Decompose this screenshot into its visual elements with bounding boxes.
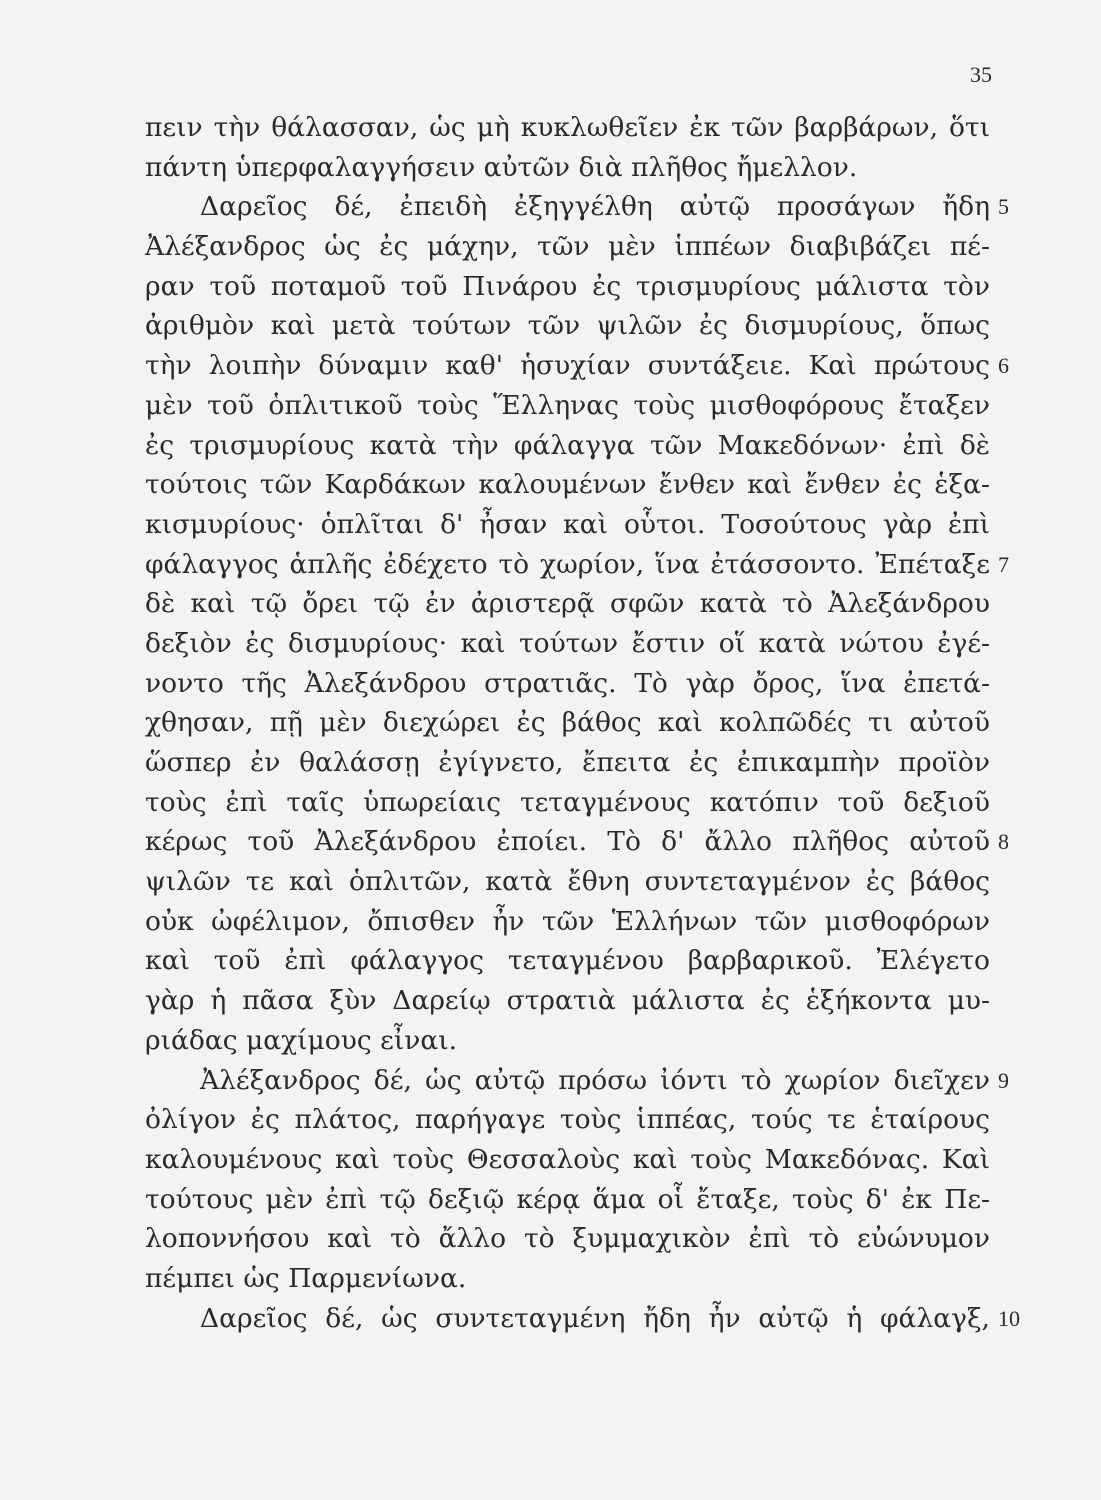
line-text: ὀλίγον ἐς πλάτος, παρήγαγε τοὺς ἱππέας, τούς τε ἑταίρους (145, 1104, 990, 1136)
text-line (145, 1140, 990, 1180)
text-line (145, 941, 990, 981)
line-text: ριάδας μαχίμους εἶναι. (145, 1024, 458, 1056)
text-line (145, 1100, 990, 1140)
line-text: Ἀλέξανδρος δέ, ὡς αὐτῷ πρόσω ἰόντι τὸ χωρίον διεῖχεν (200, 1064, 990, 1096)
line-text: γὰρ ἡ πᾶσα ξὺν Δαρείῳ στρατιὰ μάλιστα ἐς ἑξήκοντα μυ- (145, 985, 990, 1017)
line-text: πάντη ὑπερφαλαγγήσειν αὐτῶν διὰ πλῆθος ἤμελλον. (145, 151, 858, 183)
line-text: καλουμένους καὶ τοὺς Θεσσαλοὺς καὶ τοὺς Μακεδόνας. Καὶ (145, 1143, 990, 1175)
text-line (145, 624, 990, 664)
body-text (145, 108, 1020, 1338)
line-text: μὲν τοῦ ὁπλιτικοῦ τοὺς Ἕλληνας τοὺς μισθοφόρους ἔταξεν (145, 389, 990, 421)
text-line (145, 1180, 990, 1220)
line-text: φάλαγγος ἁπλῆς ἐδέχετο τὸ χωρίον, ἵνα ἐτάσσοντο. Ἐπέταξε (145, 548, 990, 580)
text-line (145, 545, 1009, 585)
text-line (145, 108, 990, 148)
line-text: ἐς τρισμυρίους κατὰ τὴν φάλαγγα τῶν Μακεδόνων· ἐπὶ δὲ (145, 429, 990, 461)
text-line (145, 465, 990, 505)
text-line (145, 743, 990, 783)
line-text: ὥσπερ ἐν θαλάσσῃ ἐγίγνετο, ἔπειτα ἐς ἐπικαμπὴν προϊὸν (145, 747, 990, 778)
section-number: 10 (998, 1305, 1020, 1331)
line-text: τούτους μὲν ἐπὶ τῷ δεξιῷ κέρᾳ ἅμα οἷ ἔταξε, τοὺς δ' ἐκ Πε- (145, 1183, 990, 1215)
text-line (145, 267, 990, 307)
line-text: Ἀλέξανδρος ὡς ἐς μάχην, τῶν μὲν ἱππέων διαβιβάζει πέ- (145, 231, 990, 263)
line-text: τοὺς ἐπὶ ταῖς ὑπωρείαις τεταγμένους κατόπιν τοῦ δεξιοῦ (145, 786, 990, 818)
text-line (145, 148, 990, 188)
line-text: ραν τοῦ ποταμοῦ τοῦ Πινάρου ἐς τρισμυρίους μάλιστα τὸν (145, 270, 990, 302)
text-line (145, 822, 1009, 862)
text-line (145, 783, 990, 823)
line-text: δεξιὸν ἐς δισμυρίους· καὶ τούτων ἔστιν οἵ κατὰ νώτου ἐγέ- (145, 627, 990, 659)
text-line (145, 664, 990, 704)
text-line (145, 703, 990, 743)
text-line (145, 902, 990, 942)
line-text: νοντο τῆς Ἀλεξάνδρου στρατιᾶς. Τὸ γὰρ ὄρος, ἵνα ἐπετά- (145, 667, 990, 699)
line-text: τὴν λοιπὴν δύναμιν καθ' ἡσυχίαν συντάξειε. Καὶ πρώτους (145, 350, 990, 382)
line-text: δὲ καὶ τῷ ὄρει τῷ ἐν ἀριστερᾷ σφῶν κατὰ τὸ Ἀλεξάνδρου (145, 588, 990, 620)
text-line (145, 862, 990, 902)
line-text: οὐκ ὠφέλιμον, ὄπισθεν ἦν τῶν Ἑλλήνων τῶν μισθοφόρων (145, 905, 990, 937)
line-text: πειν τὴν θάλασσαν, ὡς μὴ κυκλωθεῖεν ἐκ τῶν βαρβάρων, ὅτι (145, 112, 990, 143)
line-text: τούτοις τῶν Καρδάκων καλουμένων ἔνθεν καὶ ἔνθεν ἐς ἑξα- (145, 469, 990, 501)
section-number: 9 (998, 1067, 1009, 1093)
line-text: ψιλῶν τε καὶ ὁπλιτῶν, κατὰ ἔθνη συντεταγμένον ἐς βάθος (145, 866, 990, 898)
text-line (145, 346, 1009, 386)
section-number: 6 (998, 353, 1009, 379)
section-number: 5 (998, 194, 1009, 220)
text-line (145, 981, 990, 1021)
line-text: χθησαν, πῇ μὲν διεχώρει ἐς βάθος καὶ κολπῶδές τι αὐτοῦ (145, 707, 990, 739)
section-number: 7 (998, 551, 1009, 577)
text-line (145, 426, 990, 466)
text-line (145, 306, 990, 346)
line-text: πέμπει ὡς Παρμενίωνα. (145, 1262, 467, 1294)
text-line (145, 1021, 990, 1061)
text-line (145, 227, 990, 267)
line-text: λοποννήσου καὶ τὸ ἄλλο τὸ ξυμμαχικὸν ἐπὶ τὸ εὐώνυμον (145, 1223, 990, 1255)
section-number: 8 (998, 829, 1009, 855)
text-line (145, 187, 1009, 227)
line-text: ἀριθμὸν καὶ μετὰ τούτων τῶν ψιλῶν ἐς δισμυρίους, ὅπως (145, 310, 990, 342)
line-text: Δαρεῖος δέ, ἐπειδὴ ἐξηγγέλθη αὐτῷ προσάγων ἤδη (200, 191, 990, 223)
text-line (145, 505, 990, 545)
line-text: Δαρεῖος δέ, ὡς συντεταγμένη ἤδη ἦν αὐτῷ ἡ φάλαγξ, (200, 1302, 990, 1334)
line-text: κέρως τοῦ Ἀλεξάνδρου ἐποίει. Τὸ δ' ἄλλο πλῆθος αὐτοῦ (145, 826, 990, 858)
text-line (145, 584, 990, 624)
text-line (145, 1219, 990, 1259)
text-line (145, 1299, 1020, 1339)
text-line (145, 1259, 990, 1299)
line-text: κισμυρίους· ὁπλῖται δ' ἦσαν καὶ οὗτοι. Τοσούτους γὰρ ἐπὶ (145, 508, 990, 540)
text-line (145, 1061, 1009, 1101)
line-text: καὶ τοῦ ἐπὶ φάλαγγος τεταγμένου βαρβαρικοῦ. Ἐλέγετο (145, 945, 990, 977)
text-line (145, 386, 990, 426)
page-number: 35 (970, 62, 992, 87)
